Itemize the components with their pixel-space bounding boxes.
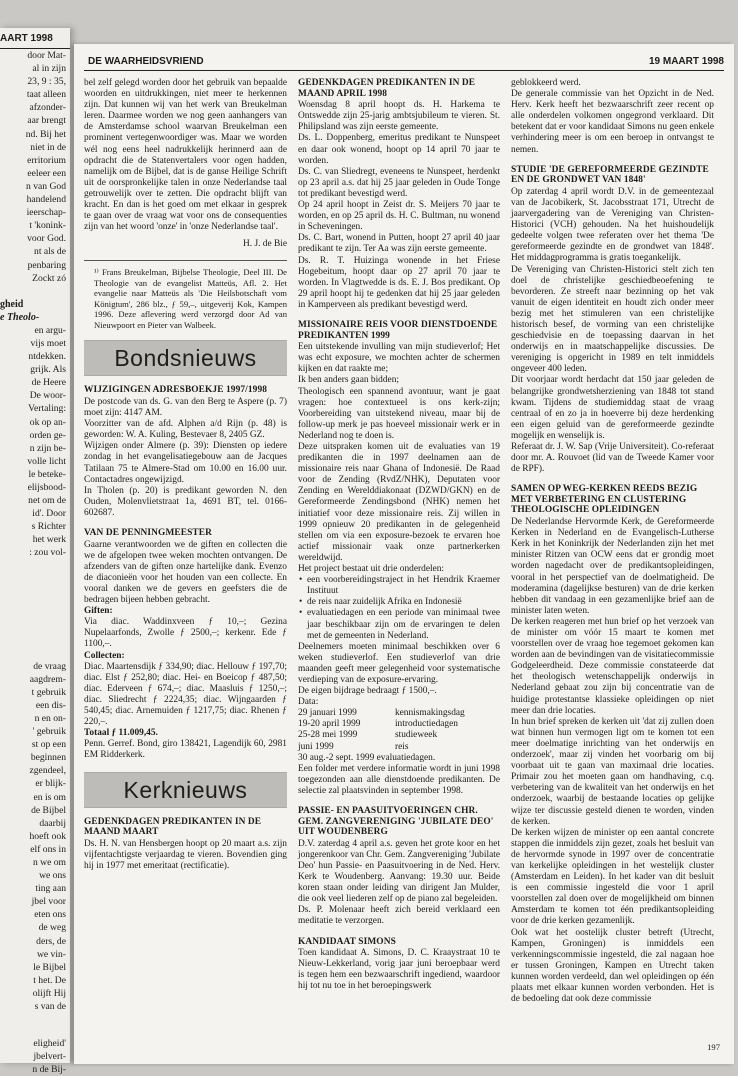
collecten-list: Diac. Maartensdijk ƒ 334,90; diac. Hellouw ƒ 197,70; diac. Elst ƒ 252,80; diac. Hei- en Boeicop ƒ 487,50; diac. Ederveen ƒ 674,–; diac. Maasluis ƒ 1250,–; diac. Sliedrecht ƒ 2224,35; diac. Wijngaarden ƒ 540,45; diac. Arnemuiden ƒ 1217,75; diac. Rhenen ƒ 220,–. [84,661,287,728]
paragraph: In Tholen (p. 20) is predikant geworden N. den Ouden, Molenvlietstraat 1a, 4691 BT, tel. 0166-602687. [84,485,287,518]
heading-gedenkdagen-maart: GEDENKDAGEN PREDIKANTEN IN DE MAAND MAART [84,816,262,838]
text-line: elf ons in [30,843,66,855]
text-line: jbelvert- [33,1051,66,1063]
text-line: net om de [28,495,66,507]
heading-kandidaat-simons: KANDIDAAT SIMONS [298,936,396,947]
page-number: 197 [707,1042,720,1052]
text-line: ting aan [35,883,66,895]
text-line: ders, de [36,935,66,947]
text-line: voor God. [27,233,66,245]
heading-gedenkdagen-april: GEDENKDAGEN PREDIKANTEN IN DE MAAND APRIL 1998 [298,78,476,99]
heading-samen-op-weg: SAMEN OP WEG-KERKEN REEDS BEZIG MET VERBETERING EN CLUSTERING THEOLOGISCHE OPLEIDINGEN [511,484,698,516]
previous-page-text-c [0,660,70,1014]
paragraph: Op 24 april hoopt in Zeist dr. S. Meijers 70 jaar te worden, en op 25 april ds. H. C. Bultman, nu wonend in Scheveningen. [298,200,500,233]
bullet-list [298,575,500,642]
text-line: grijk. Als [30,364,66,376]
heading-studie-grondwet: STUDIE 'DE GEREFORMEERDE GEZINDTE EN DE GRONDWET VAN 1848' [511,164,709,186]
paragraph: Op zaterdag 4 april wordt D.V. in de gemeentezaal van de Jacobikerk, St. Jacobsstraat 171, Utrecht de jaarvergadering van de Vereniging van Christen-Historici (VCH) gehouden. Na het huishoudelijk gedeelte volgen twee referaten over het thema 'De gereformeerde gezindte en de grondwet van 1848'. Het middagprogramma is gratis toegankelijk. [511,186,714,264]
bank-details: Penn. Gerref. Bond, giro 138421, Lagendijk 60, 2981 EM Ridderkerk. [84,739,287,761]
paragraph: Ds. P. Molenaar heeft zich bereid verklaard een meditatie te verzorgen. [298,905,500,927]
text-line: de vraag [33,660,66,672]
heading-adresboekje: WIJZIGINGEN ADRESBOEKJE 1997/1998 [84,385,268,396]
text-line: we vin- [36,948,66,960]
text-line: afzonder- [29,102,66,114]
paragraph: Voorzitter van de afd. Alphen a/d Rijn (p. 48) is geworden: W. A. Kuling, Bestevaer 8, 2405 GZ. [84,419,287,441]
schedule-table [298,708,500,752]
schedule-label: Data: [298,697,319,708]
text-line: niet in de [30,141,66,153]
text-line: erritorium [27,154,66,166]
newspaper-page [74,44,734,1064]
text-line: de weg [38,922,66,934]
previous-page-edge [0,28,70,1076]
text-line: n van God [26,180,66,192]
text-line: penbaring [27,259,66,271]
paragraph: Woensdag 8 april hoopt ds. H. Harkema te Ontswedde zijn 25-jarig ambtsjubileum te vieren. St. Philipsland was zijn eerste gemeente. [298,100,500,133]
text-line: beginnen [30,752,66,764]
text-line: handelend [26,194,66,206]
article-ending: bel zelf gelegd worden door het gebruik van bepaalde woorden en uitdrukkingen, niet meer te herkennen zijn. Dat kunnen wij van het werk van Breukelman leren. Daarmee worden we nog geen aanhangers van de Amsterdamse school waarvan Breukelman een prominent vertegenwoordiger was. Maar we worden wél nog eens heel nadrukkelijk herinnerd aan de opdracht die de Statenvertalers voor ogen hadden, namelijk om de Bijbel, dat is de ganse Heilige Schrift uit de oorspronkelijke talen in onze Nederlandse taal getrouwelijk over te zetten. Die opdracht blijft van kracht. En dan is het goed om met elkaar in gesprek te gaan over de vraag wat voor ons de consequenties zijn van het woord 'onze' in 'onze Nederlandse taal'. [84,78,287,233]
paragraph: Ds. L. Doppenberg, emeritus predikant te Nunspeet en daar ook wonend, hoopt op 14 april 70 jaar te worden. [298,133,500,166]
heading-penningmeester: VAN DE PENNINGMEESTER [84,528,212,539]
paragraph: Een uitstekende invulling van mijn studieverlof; Het was echt exposure, we mochten achter de schermen kijken en dat raakte me; [298,342,500,375]
text-line: het werk [32,534,66,546]
paragraph: In hun brief spreken de kerken uit 'dat zij zullen doen wat binnen hun vermogen ligt om te komen tot een meer doelmatige inrichting van het onderwijs en onderzoek', maar zij vinden het voorbarig om bij voorbaat uit te gaan van maximaal drie locaties. Primair zou het moeten gaan om handhaving, c.q. verbetering van de kwaliteit van het onderwijs en het onderzoek, waarbij de bestaande locaties op gelijke wijze ter discussie gesteld dienen te worden, vinden de kerken. [511,716,714,827]
previous-page-text-b [0,324,70,560]
text-line: t gebruik [31,686,66,698]
text-line: daarbij [39,817,66,829]
text-line: jbel voor [31,896,66,908]
text-line: nd. Bij het [25,128,66,140]
text-line: we ons [39,870,66,882]
text-line: al in zijn [32,63,66,75]
schedule-last: 30 aug.-2 sept. 1999 evaluatiedagen. [298,752,436,763]
schedule-item: reis [394,741,409,752]
paragraph: De generale commissie van het Opzicht in de Ned. Herv. Kerk heeft het bezwaarschrift zeer recent op alle onderdelen volkomen ongegrond verklaard. Dit betekent dat er voor kandidaat Simons nu geen enkele verhindering meer is om een beroep in ontvangst te nemen. [511,89,714,155]
previous-page-heading: gheid [0,298,24,310]
paragraph: De postcode van ds. G. van den Berg te Aspere (p. 7) moet zijn: 4147 AM. [84,397,287,419]
text-line: eten ons [34,909,66,921]
text-line: er blijk- [35,778,66,790]
total-amount: Totaal ƒ 11.009,45. [84,728,158,739]
author-signature: H. J. de Bie [242,239,287,250]
schedule-date: 25-28 mei 1999 [298,730,358,741]
paragraph: Ik ben anders gaan bidden; [298,375,400,386]
list-item: • een voorbereidingstraject in het Hendrik Kraemer Instituut [307,575,500,597]
text-line: n en on- [34,712,66,724]
text-line: le beteke- [28,468,66,480]
table-row [298,730,500,741]
table-row [298,742,500,753]
schedule-date: 29 januari 1999 [298,708,357,719]
text-line: De woor- [29,390,66,402]
paragraph: Ds. H. N. van Hensbergen hoopt op 20 maart a.s. zijn vijfentachtigste verjaardag te vieren. Bovendien ging hij in 1977 met emeritaat (rectificatie). [84,838,287,871]
text-line: een dis- [35,699,66,711]
schedule-item: kennismakingsdag [394,708,465,719]
text-line: Zockt zó [32,272,66,284]
text-line: aar brengt [27,115,66,127]
paragraph: D.V. zaterdag 4 april a.s. geven het grote koor en het jongerenkoor van Chr. Gem. Zangvereniging 'Jubilate Deo' hun Passie- en Paasuitvoering in de Ned. Herv. Kerk te Woudenberg. Aanvang: 19.30 uur. Beide koren staan onder leiding van dirigent Jan Mulder, die ook veel liederen zelf op de piano zal begeleiden. [298,838,500,905]
paragraph: Wijzigen onder Almere (p. 39): Diensten op iedere zondag in het evangelisatiegebouw aan de Jacques Tatilaan 75 te Almere-Stad om 10.00 en 16.00 uur. Contactadres ongewijzigd. [84,441,287,485]
column-2 [298,78,500,993]
paragraph: De kerken reageren met hun brief op het verzoek van de minister om vóór 15 maart te komen met voorstellen over de vraag hoe tegemoet gekomen kan worden aan de bevindingen van de visitatiecommissie Godgeleerdheid. Deze commissie constateerde dat het theologisch wetenschappelijk onderwijs in Nederland gebaat zou zijn bij concentratie van de huidige protestantse klassieke opleidingen op niet meer dan drie locaties. [511,616,714,716]
previous-page-text-a [0,49,70,285]
column-1 [84,78,287,872]
text-line: zgendeel, [29,765,66,777]
paragraph: Een folder met verdere informatie wordt in juni 1998 toegezonden aan alle dienstdoende predikanten. De selectie zal plaatsvinden in september 1998. [298,763,500,796]
text-line: ieerschap- [26,207,66,219]
paragraph: De Nederlandse Hervormde Kerk, de Gereformeerde Kerken in Nederland en de Evangelisch-Lutherse Kerk in het Koninkrijk der Nederlanden zijn het met minister Ritzen van OCW eens dat er grondig moet worden nagedacht over de predikantsopleidingen, vooral in het perspectief van de doelmatigheid. De moderamina (dagelijkse besturen) van de drie kerken hebben dit vandaag in een gezamenlijke brief aan de minister laten weten. [511,517,714,616]
paragraph: De eigen bijdrage bedraagt ƒ 1500,–. [298,686,437,697]
paragraph: Ds. C. Bart, wonend in Putten, hoopt 27 april 40 jaar predikant te zijn. Ter Aa was zijn eerste gemeente. [298,233,500,255]
paragraph: Deelnemers moeten minimaal beschikken over 6 weken studieverlof. Een studieverlof van drie maanden geeft meer gelegenheid voor systematische verdieping van de exposure-ervaring. [298,641,500,685]
paragraph: Dit voorjaar wordt herdacht dat 150 jaar geleden de belangrijke grondwetsherziening van 1848 tot stand kwam. Tijdens de studiemiddag staat de vraag centraal of en zo ja in hoeverre bij deze herdenking een eigen geluid van de gereformeerde gezindte mogelijk en wenselijk is. [511,375,714,441]
previous-page-text-d [0,1037,70,1076]
text-line: de Bijbel [31,804,66,816]
collecten-label: Collecten: [84,650,125,661]
paragraph: Ds. R. T. Huizinga wonende in het Friese Hogebeitum, hoopt daar op 27 april 70 jaar te worden. In Vlagtwedde is ds. E. J. Bos predikant. Op 29 april hoopt hij te gedenken dat hij 25 jaar geleden in Kamperveen als predikant bevestigd werd. [298,255,500,310]
text-line: door Mat- [27,50,66,61]
footnote: ¹⁾ Frans Breukelman, Bijbelse Theologie, Deel III. De Theologie van de evangelist Matteüs, Afl. 2. Het evangelie naar Matteüs als 'Die Heilsbotschaft vom Königtum', 286 blz., ƒ 59,–, uitgeverij Kok, Kampen 1996. Deze aflevering werd verzorgd door Ad van Nieuwpoort en Pieter van Walbeek. [84,260,287,330]
text-line: orden ge- [29,429,66,441]
text-line: le Bijbel [33,961,66,973]
list-item: • de reis naar zuidelijk Afrika en Indonesië [307,597,500,608]
text-line: ' gebruik [32,726,66,738]
text-line: id'. Door [32,508,66,520]
paragraph: Ook wat het oostelijk cluster betreft (Utrecht, Kampen, Groningen) is inmiddels een verkenningscommissie ingesteld, die zal nagaan hoe er tussen Groningen, Kampen en Utrecht taken kunnen worden verdeeld, dan wel opleidingen op één plaats met elkaar kunnen worden verbonden. Het is de bedoeling dat ook deze commissie [511,927,714,1005]
text-line: ok op an- [29,416,66,428]
text-line: s van de [34,1001,66,1012]
text-line: olijft Hij [32,987,66,999]
text-line: eligheid' [33,1038,66,1050]
list-item: • evaluatiedagen en een periode van minimaal twee jaar beschikbaar zijn om de ervaringen te delen met de gemeenten in Nederland. [307,608,500,641]
column-3 [511,78,714,1005]
paragraph: Ds. C. van Sliedregt, eveneens te Nunspeet, herdenkt op 23 april a.s. dat hij 25 jaar geleden in Oude Tonge tot predikant bevestigd werd. [298,166,500,199]
paragraph: Toen kandidaat A. Simons, D. C. Kraaystraat 10 te Nieuw-Lekkerland, vorig jaar juni beroepbaar werd is tegen hem een bezwaarschrift ingediend, waardoor hij tot nu toe in het beroepingswerk [298,948,500,992]
text-line: n we om [32,856,66,868]
text-line: t het. De [33,974,66,986]
text-line: st op een [31,739,66,751]
text-line: taat alleen [26,89,66,101]
schedule-item: studieweek [394,730,438,741]
paragraph: geblokkeerd werd. [511,78,581,88]
text-line: Vertaling: [28,403,66,415]
text-line: t 'konink- [29,220,66,232]
section-banner-bondsnieuws: Bondsnieuws [84,340,287,376]
text-line: hoeft ook [29,830,66,842]
text-line: s Richter [31,521,66,533]
paragraph: Gaarne verantwoorden we de giften en collecten die we de afgelopen twee weken mochten ontvangen. De afzenders van de giften onze hartelijke dank. Evenzo de diaconieën voor het houden van een collecte. En vooral danken we de gevers en geefsters die de bedragen bijeen hebben gebracht. [84,539,287,606]
text-line: : zou vol- [29,547,66,559]
table-row [298,708,500,719]
text-line: eeleer een [27,167,66,179]
giften-list: Via diac. Waddinxveen ƒ 10,–; Gezina Nupelaarfonds, Zwolle ƒ 2500,–; kerkenr. Ede ƒ 1100,–. [84,617,287,650]
text-line: elijsbood- [27,482,66,493]
paragraph: De Vereniging van Christen-Historici stelt zich ten doel de christelijke geschiedbeoefening te bevorderen. Ze streeft naar bezinning op het vak vanuit de eigen identiteit en houdt zich onder meer bezig met het stimuleren van een christelijke historisch besef, de vorming van een christelijke geschiedvisie en de toepassing daarvan in het onderwijs en in maatschappelijke discussies. De vereniging is opgericht in 1989 en telt inmiddels ongeveer 400 leden. [511,264,714,375]
publication-title: DE WAARHEIDSVRIEND [88,56,204,67]
heading-jubilate-deo: PASSIE- EN PAASUITVOERINGEN CHR. GEM. ZANGVERENIGING 'JUBILATE DEO' UIT WOUDENBERG [298,806,494,838]
text-line: nt als de [34,246,66,258]
paragraph: Het project bestaat uit drie onderdelen: [298,564,445,575]
paragraph: Referaat dr. J. W. Sap (Vrije Universiteit). Co-referaat door mr. A. Rouvoet (lid van de Tweede Kamer voor de RPF). [511,442,714,475]
table-row [298,719,500,730]
text-line: vijs moet [30,337,66,349]
text-line: en argu- [34,324,66,336]
text-line: n zijn be- [29,442,66,454]
text-line: de Heere [31,377,66,389]
giften-label: Giften: [84,606,113,617]
text-line: en is om [33,791,66,803]
schedule-item: introductiedagen [394,719,458,730]
issue-date: 19 MAART 1998 [648,56,724,67]
text-line: aagdrem- [29,673,66,685]
text-line: ntdekken. [28,351,66,363]
paragraph: De kerken wijzen de minister op een aantal concrete stappen die inmiddels zijn gezet, zoals het besluit van de hervormde synode in 1997 over de concentratie van kerkelijke opleidingen in het westelijk cluster (Amsterdam en Leiden). In het kader van dit besluit is een commissie ingesteld die voor 1 april voorstellen zal doen over de mogelijkheid om binnen Amsterdam te komen tot één predikantsopleiding voor de drie kerken gezamenlijk. [511,827,714,927]
schedule-date: juni 1999 [298,741,334,752]
previous-page-header: AART 1998 [0,28,70,49]
section-banner-kerknieuws: Kerknieuws [84,772,287,808]
text-line: volle licht [27,455,66,467]
paragraph: Theologisch een spannend avontuur, want je gaat vragen: hoe contextueel is ons kerk-zijn; Voorbereiding van uitstekend niveau, maar bij de follow-up merk je pas hoeveel missionair werk er in Nederland nog te doen is. [298,386,500,441]
text-line: n de Bij- [32,1064,66,1076]
schedule-date: 19-20 april 1999 [298,719,361,730]
paragraph: Deze uitspraken komen uit de evaluaties van 19 predikanten die in 1997 deelnamen aan de missionaire reis naar Ghana of Indonesië. De Raad voor de Zending (RvdZ/NHK), Deputaten voor Zending en Werelddiakonaat (DZWD/GKN) en de Gereformeerde Zendingsbond (NHK) nemen het initiatief voor deze missionaire reis. Zij willen in 1999 opnieuw 20 predikanten in de gelegenheid stellen om via een exposure-bezoek te ervaren hoe actief missionair vaak onze partnerkerken wereldwijd. [298,442,500,563]
heading-missionaire-reis: MISSIONAIRE REIS VOOR DIENSTDOENDE PREDIKANTEN 1999 [298,319,498,341]
text-line: 23, 9 : 35, [27,76,66,88]
previous-page-heading-2: e Theolo- [0,311,40,323]
page-header [84,54,724,71]
